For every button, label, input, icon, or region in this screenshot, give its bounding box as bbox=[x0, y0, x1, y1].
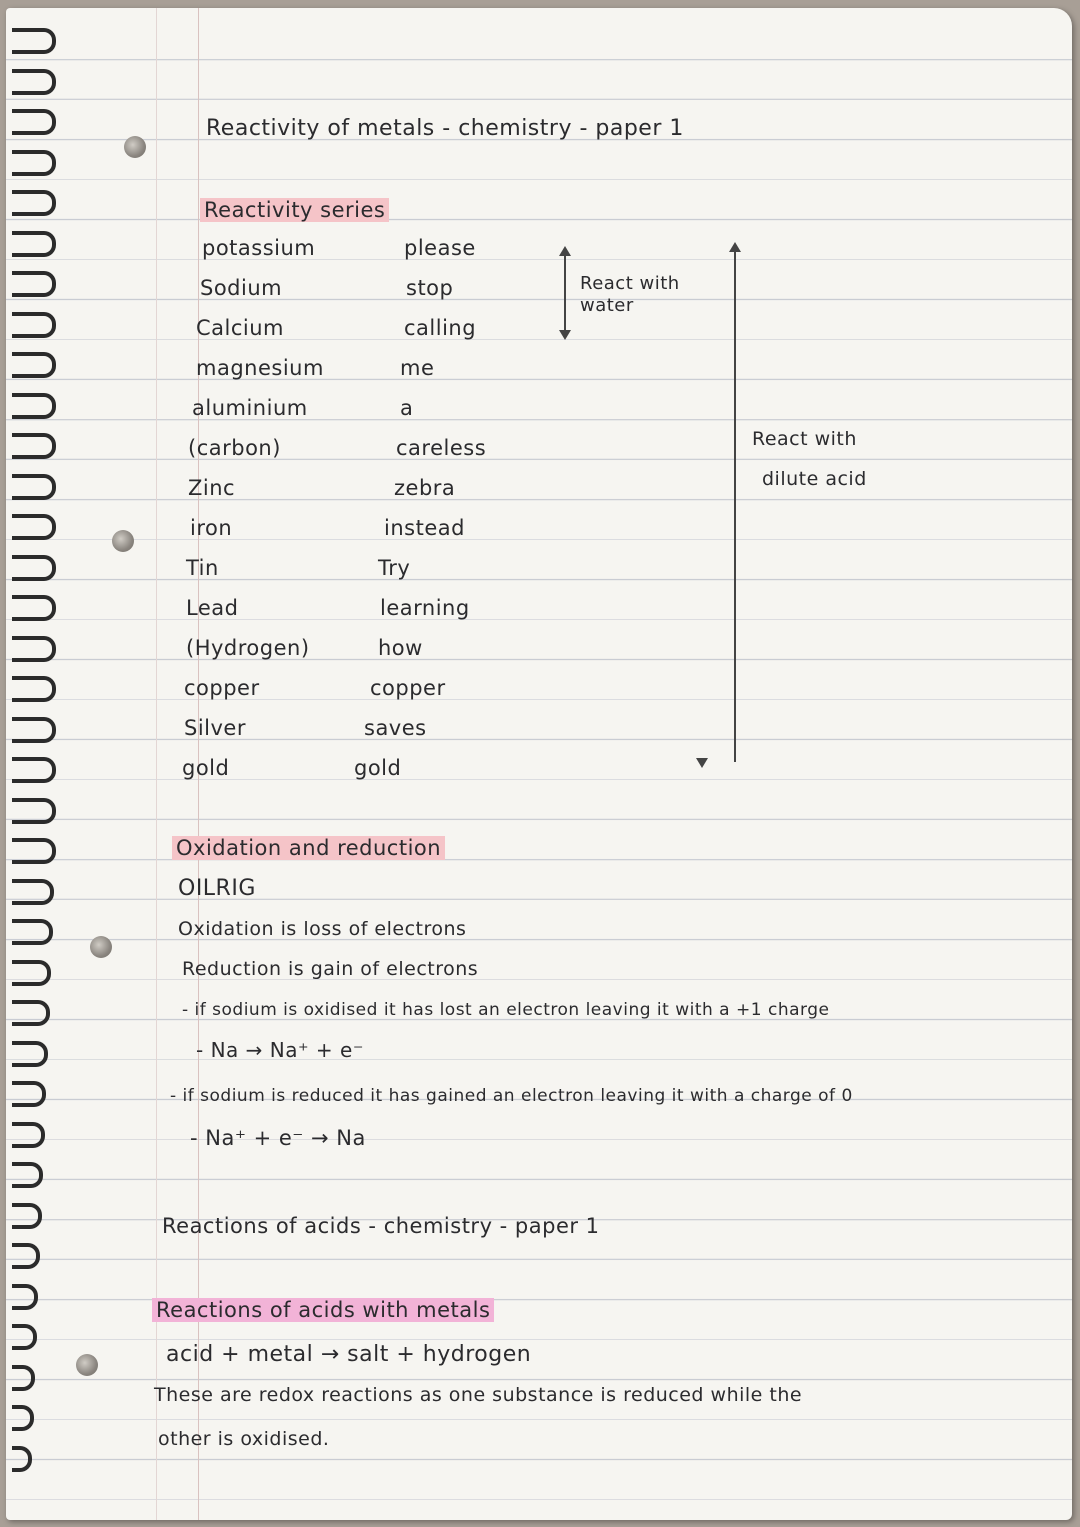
redox-note2: - if sodium is reduced it has gained an electron leaving it with a charge of 0 bbox=[170, 1086, 853, 1106]
redox-eq2: - Na⁺ + e⁻ → Na bbox=[190, 1126, 366, 1150]
series-mnemonic: calling bbox=[404, 316, 477, 340]
spiral-coil bbox=[12, 1203, 42, 1229]
spiral-coil bbox=[12, 1446, 32, 1472]
spiral-coil bbox=[12, 28, 56, 54]
acid-arrow-down-icon bbox=[696, 758, 708, 768]
punch-hole bbox=[124, 136, 146, 158]
spiral-binding bbox=[6, 28, 66, 1508]
series-metal: Zinc bbox=[188, 476, 236, 500]
spiral-coil bbox=[12, 879, 54, 905]
acids-line2: other is oxidised. bbox=[158, 1428, 330, 1450]
notebook-page bbox=[6, 8, 1072, 1520]
series-metal: (Hydrogen) bbox=[186, 636, 310, 660]
redox-heading bbox=[172, 836, 445, 860]
series-mnemonic: learning bbox=[380, 596, 470, 620]
series-mnemonic: please bbox=[404, 236, 476, 260]
page-title: Reactivity of metals - chemistry - paper 1 bbox=[206, 116, 684, 141]
spiral-coil bbox=[12, 109, 56, 135]
series-metal: Silver bbox=[184, 716, 246, 740]
acid-note-line2: dilute acid bbox=[762, 468, 867, 490]
reactivity-series-heading-text: Reactivity series bbox=[200, 198, 389, 222]
acids-heading bbox=[152, 1298, 494, 1322]
spiral-coil bbox=[12, 1365, 35, 1391]
water-note bbox=[580, 273, 710, 317]
series-mnemonic: a bbox=[400, 396, 414, 420]
series-metal: iron bbox=[190, 516, 233, 540]
punch-hole bbox=[90, 936, 112, 958]
spiral-coil bbox=[12, 1081, 46, 1107]
spiral-coil bbox=[12, 798, 56, 824]
punch-hole bbox=[112, 530, 134, 552]
series-mnemonic: Try bbox=[378, 556, 411, 580]
redox-heading-text: Oxidation and reduction bbox=[172, 836, 445, 860]
spiral-coil bbox=[12, 919, 53, 945]
spiral-coil bbox=[12, 352, 56, 378]
series-mnemonic: copper bbox=[370, 676, 446, 700]
acid-arrow bbox=[734, 252, 736, 762]
punch-hole bbox=[76, 1354, 98, 1376]
series-mnemonic: me bbox=[400, 356, 435, 380]
spiral-coil bbox=[12, 555, 56, 581]
acids-equation: acid + metal → salt + hydrogen bbox=[166, 1342, 532, 1367]
spiral-coil bbox=[12, 676, 56, 702]
spiral-coil bbox=[12, 393, 56, 419]
spiral-coil bbox=[12, 190, 56, 216]
series-metal: copper bbox=[184, 676, 260, 700]
series-mnemonic: careless bbox=[396, 436, 487, 460]
spiral-coil bbox=[12, 1041, 48, 1067]
acids-heading-text: Reactions of acids with metals bbox=[152, 1298, 494, 1322]
spiral-coil bbox=[12, 1243, 40, 1269]
water-arrow bbox=[564, 256, 566, 336]
series-mnemonic: stop bbox=[406, 276, 454, 300]
series-mnemonic: gold bbox=[354, 756, 402, 780]
spiral-coil bbox=[12, 69, 56, 95]
redox-eq1: - Na → Na⁺ + e⁻ bbox=[196, 1038, 364, 1062]
series-mnemonic: zebra bbox=[394, 476, 456, 500]
spiral-coil bbox=[12, 271, 56, 297]
spiral-coil bbox=[12, 433, 56, 459]
series-metal: Sodium bbox=[200, 276, 283, 300]
series-metal: Tin bbox=[186, 556, 219, 580]
spiral-coil bbox=[12, 474, 56, 500]
series-metal: aluminium bbox=[192, 396, 308, 420]
spiral-coil bbox=[12, 312, 56, 338]
redox-reduction: Reduction is gain of electrons bbox=[182, 958, 479, 980]
spiral-coil bbox=[12, 838, 56, 864]
series-metal: potassium bbox=[202, 236, 316, 260]
spiral-coil bbox=[12, 757, 56, 783]
spiral-coil bbox=[12, 231, 56, 257]
spiral-coil bbox=[12, 595, 56, 621]
acids-title: Reactions of acids - chemistry - paper 1 bbox=[162, 1214, 600, 1238]
margin-line-outer bbox=[156, 8, 157, 1520]
series-metal: magnesium bbox=[196, 356, 324, 380]
redox-oxidation: Oxidation is loss of electrons bbox=[178, 918, 467, 940]
series-metal: Lead bbox=[186, 596, 239, 620]
spiral-coil bbox=[12, 1122, 45, 1148]
series-mnemonic: how bbox=[378, 636, 423, 660]
series-metal: Calcium bbox=[196, 316, 285, 340]
spiral-coil bbox=[12, 636, 56, 662]
water-arrow-up-icon bbox=[559, 246, 571, 256]
water-note-text: React with water bbox=[580, 273, 680, 316]
acid-arrow-up-icon bbox=[729, 242, 741, 252]
series-metal: gold bbox=[182, 756, 230, 780]
redox-note1: - if sodium is oxidised it has lost an electron leaving it with a +1 charge bbox=[182, 1000, 830, 1020]
spiral-coil bbox=[12, 1000, 50, 1026]
spiral-coil bbox=[12, 1324, 37, 1350]
spiral-coil bbox=[12, 514, 56, 540]
series-mnemonic: instead bbox=[384, 516, 465, 540]
spiral-coil bbox=[12, 717, 56, 743]
spiral-coil bbox=[12, 1405, 34, 1431]
acid-note-line1: React with bbox=[752, 428, 857, 450]
reactivity-series-heading bbox=[200, 198, 389, 222]
series-mnemonic: saves bbox=[364, 716, 427, 740]
water-arrow-down-icon bbox=[559, 330, 571, 340]
spiral-coil bbox=[12, 960, 51, 986]
spiral-coil bbox=[12, 1284, 38, 1310]
spiral-coil bbox=[12, 150, 56, 176]
redox-mnemonic: OILRIG bbox=[178, 876, 256, 901]
series-metal: (carbon) bbox=[188, 436, 281, 460]
acids-line1: These are redox reactions as one substance is reduced while the bbox=[154, 1384, 803, 1406]
spiral-coil bbox=[12, 1162, 43, 1188]
